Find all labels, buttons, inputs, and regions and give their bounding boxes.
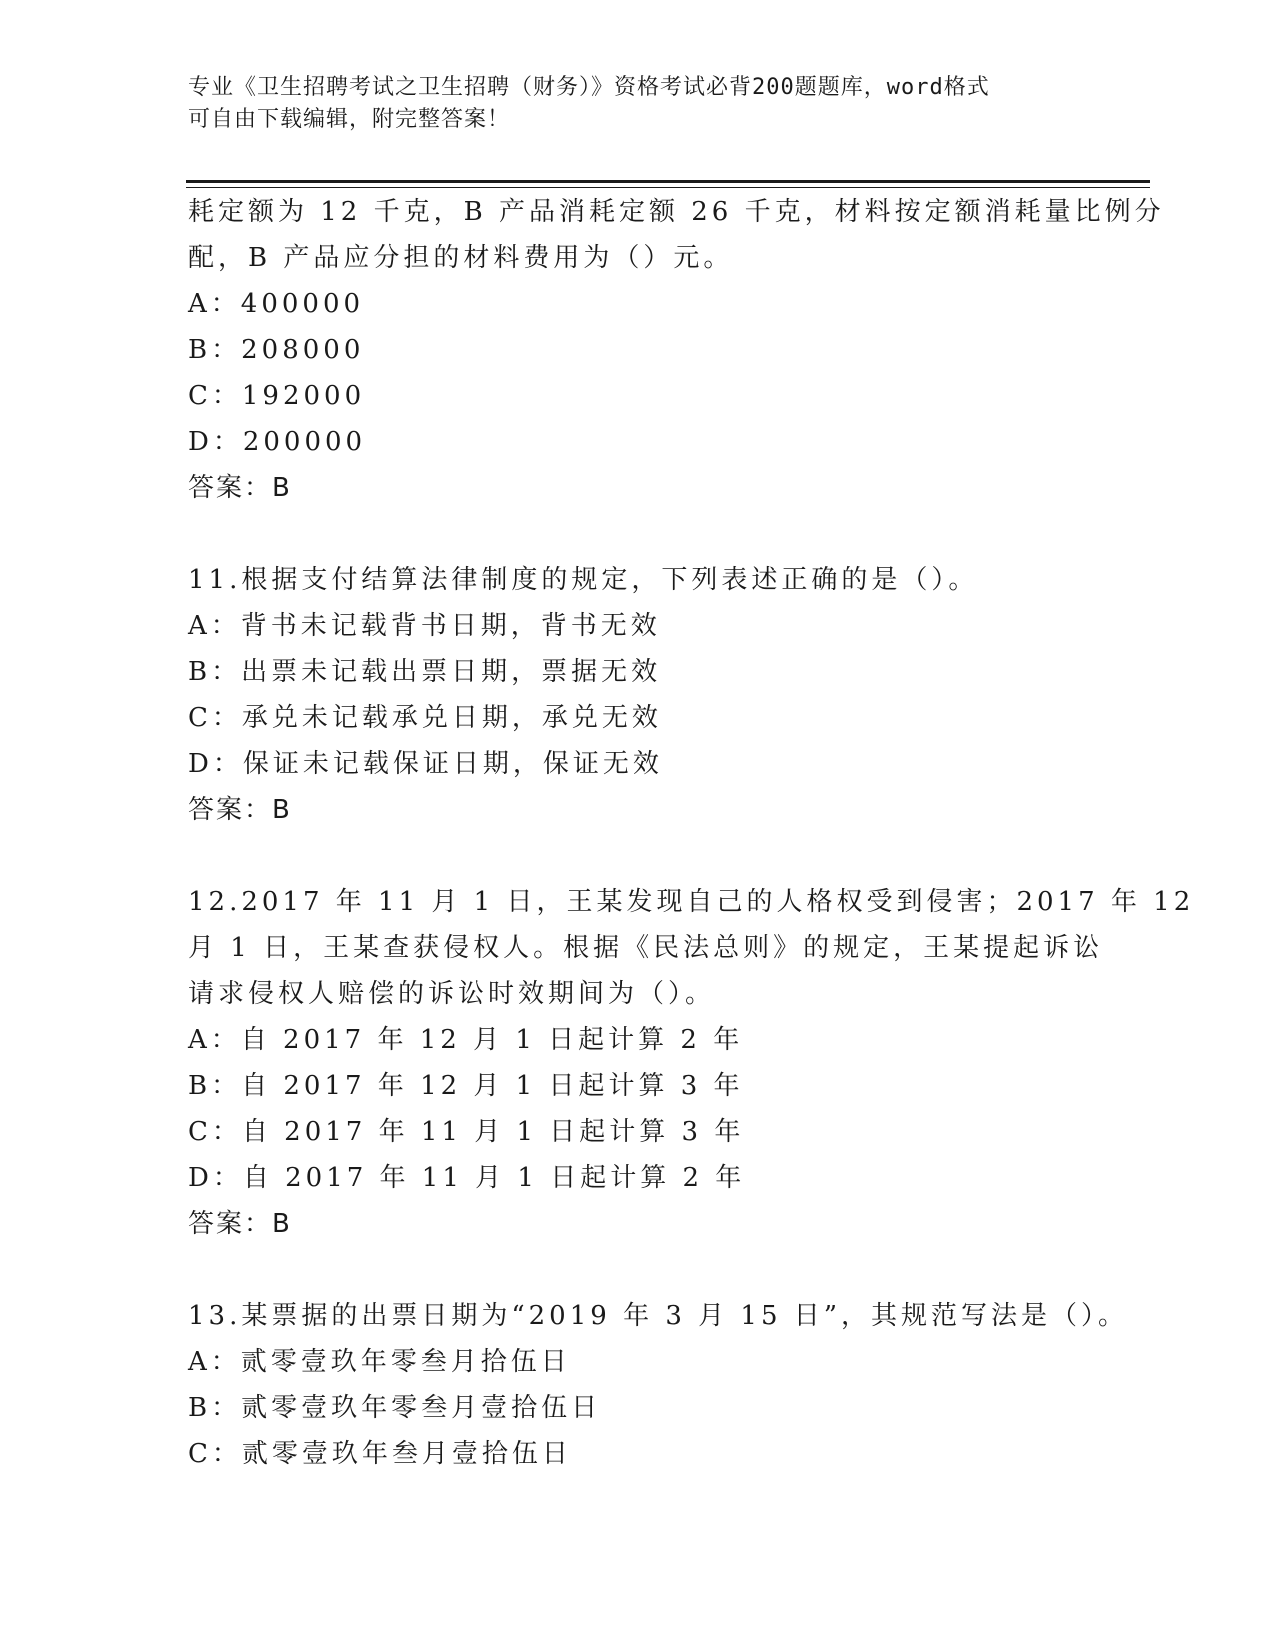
option-a: A：自 2017 年 12 月 1 日起计算 2 年 — [188, 1025, 744, 1055]
question-stem: 月 1 日，王某查获侵权人。根据《民法总则》的规定，王某提起诉讼 — [188, 933, 1104, 963]
header-line-2: 可自由下载编辑，附完整答案！ — [188, 107, 511, 132]
option-b: B：208000 — [188, 335, 365, 365]
question-stem: 12.2017 年 11 月 1 日，王某发现自己的人格权受到侵害；2017 年 12 — [188, 887, 1195, 917]
option-b: B：自 2017 年 12 月 1 日起计算 3 年 — [188, 1071, 744, 1101]
question-stem: 13.某票据的出票日期为“2019 年 3 月 15 日”，其规范写法是（）。 — [188, 1301, 1129, 1331]
answer: 答案：B — [188, 473, 292, 503]
option-c: C：自 2017 年 11 月 1 日起计算 3 年 — [188, 1117, 745, 1147]
answer: 答案：B — [188, 1209, 292, 1239]
document-header — [188, 72, 1088, 136]
question-stem: 11.根据支付结算法律制度的规定，下列表述正确的是（）。 — [188, 565, 979, 595]
option-c: C：承兑未记载承兑日期，承兑无效 — [188, 703, 662, 733]
header-rule-thin — [186, 187, 1150, 188]
option-d: D：自 2017 年 11 月 1 日起计算 2 年 — [188, 1163, 746, 1193]
option-a: A：贰零壹玖年零叁月拾伍日 — [188, 1347, 571, 1377]
option-c: C：贰零壹玖年叁月壹拾伍日 — [188, 1439, 572, 1469]
question-10 — [188, 189, 1165, 511]
spacer — [188, 1247, 1088, 1293]
question-11 — [188, 557, 1088, 833]
option-d: D：200000 — [188, 427, 367, 457]
question-list — [188, 189, 1195, 1477]
question-13 — [188, 1293, 1129, 1477]
question-12 — [188, 879, 1195, 1247]
question-stem: 配，B 产品应分担的材料费用为（）元。 — [188, 243, 734, 273]
question-stem: 耗定额为 12 千克，B 产品消耗定额 26 千克，材料按定额消耗量比例分 — [188, 197, 1165, 227]
spacer — [188, 511, 1088, 557]
question-stem: 请求侵权人赔偿的诉讼时效期间为（）。 — [188, 979, 716, 1009]
option-a: A：400000 — [188, 289, 365, 319]
option-a: A：背书未记载背书日期，背书无效 — [188, 611, 661, 641]
option-d: D：保证未记载保证日期，保证无效 — [188, 749, 663, 779]
option-c: C：192000 — [188, 381, 366, 411]
header-rule-thick — [186, 180, 1150, 183]
answer: 答案：B — [188, 795, 292, 825]
option-b: B：贰零壹玖年零叁月壹拾伍日 — [188, 1393, 602, 1423]
spacer — [188, 833, 1088, 879]
header-line-1: 专业《卫生招聘考试之卫生招聘（财务）》资格考试必背200题题库，word格式 — [188, 75, 990, 100]
option-b: B：出票未记载出票日期，票据无效 — [188, 657, 662, 687]
